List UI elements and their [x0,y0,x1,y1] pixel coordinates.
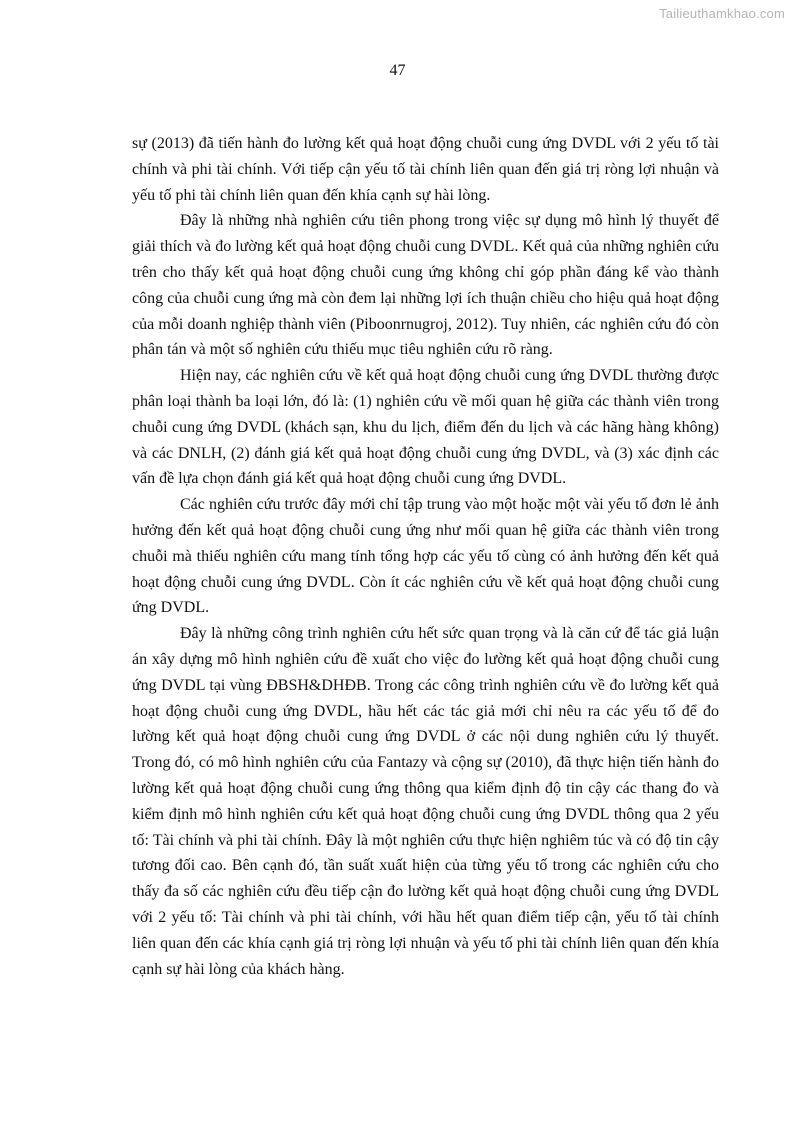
paragraph-2: Đây là những nhà nghiên cứu tiên phong trong việc sự dụng mô hình lý thuyết để giải thích và đo lường kết quả hoạt động chuỗi cung DVDL. Kết quả của những nghiên cứu trên cho thấy kết quả hoạt động chuỗi cung ứng không chỉ góp phần đáng kể vào thành công của chuỗi cung ứng mà còn đem lại những lợi ích thuận chiều cho hiệu quả hoạt động của mỗi doanh nghiệp thành viên (Piboonrnugroj, 2012). Tuy nhiên, các nghiên cứu đó còn phân tán và một số nghiên cứu thiếu mục tiêu nghiên cứu rõ ràng. [132,212,719,359]
watermark: Tailieuthamkhao.com [659,6,785,21]
body-text [132,131,719,982]
page-number: 47 [389,62,406,79]
paragraph-1: sự (2013) đã tiến hành đo lường kết quả hoạt động chuỗi cung ứng DVDL với 2 yếu tố tài chính và phi tài chính. Với tiếp cận yếu tố tài chính liên quan đến giá trị ròng lợi nhuận và yếu tố phi tài chính liên quan đến khía cạnh sự hài lòng. [132,135,719,204]
paragraph-5: Đây là những công trình nghiên cứu hết sức quan trọng và là căn cứ để tác giả luận án xây dựng mô hình nghiên cứu đề xuất cho việc đo lường kết quả hoạt động chuỗi cung ứng DVDL tại vùng ĐBSH&DHĐB. Trong các công trình nghiên cứu về đo lường kết quả hoạt động chuỗi cung ứng DVDL, hầu hết các tác giả mới chỉ nêu ra các yếu tố để đo lường kết quả hoạt động chuỗi cung ứng DVDL ở các nội dung nghiên cứu lý thuyết. Trong đó, có mô hình nghiên cứu của Fantazy và cộng sự (2010), đã thực hiện tiến hành đo lường kết quả hoạt động chuỗi cung ứng thông qua kiểm định độ tin cậy các thang đo và kiểm định mô hình nghiên cứu kết quả hoạt động chuỗi cung ứng DVDL thông qua 2 yếu tố: Tài chính và phi tài chính. Đây là một nghiên cứu thực hiện nghiêm túc và có độ tin cậy tương đối cao. Bên cạnh đó, tần suất xuất hiện của từng yếu tố trong các nghiên cứu cho thấy đa số các nghiên cứu đều tiếp cận đo lường kết quả hoạt động chuỗi cung ứng DVDL với 2 yếu tố: Tài chính và phi tài chính, với hầu hết quan điểm tiếp cận, yếu tố tài chính liên quan đến các khía cạnh giá trị ròng lợi nhuận và yếu tố phi tài chính liên quan đến khía cạnh sự hài lòng của khách hàng. [132,625,719,978]
paragraph-3: Hiện nay, các nghiên cứu về kết quả hoạt động chuỗi cung ứng DVDL thường được phân loại thành ba loại lớn, đó là: (1) nghiên cứu về mối quan hệ giữa các thành viên trong chuỗi cung ứng DVDL (khách sạn, khu du lịch, điểm đến du lịch và các hãng hàng không) và các DNLH, (2) đánh giá kết quả hoạt động chuỗi cung ứng DVDL, và (3) xác định các vấn đề lựa chọn đánh giá kết quả hoạt động chuỗi cung ứng DVDL. [132,367,719,488]
paragraph-4: Các nghiên cứu trước đây mới chỉ tập trung vào một hoặc một vài yếu tố đơn lẻ ảnh hưởng đến kết quả hoạt động chuỗi cung ứng như mối quan hệ giữa các thành viên trong chuỗi mà thiếu nghiên cứu mang tính tổng hợp các yếu tố cùng có ảnh hưởng đến kết quả hoạt động chuỗi cung ứng DVDL. Còn ít các nghiên cứu về kết quả hoạt động chuỗi cung ứng DVDL. [132,496,719,617]
